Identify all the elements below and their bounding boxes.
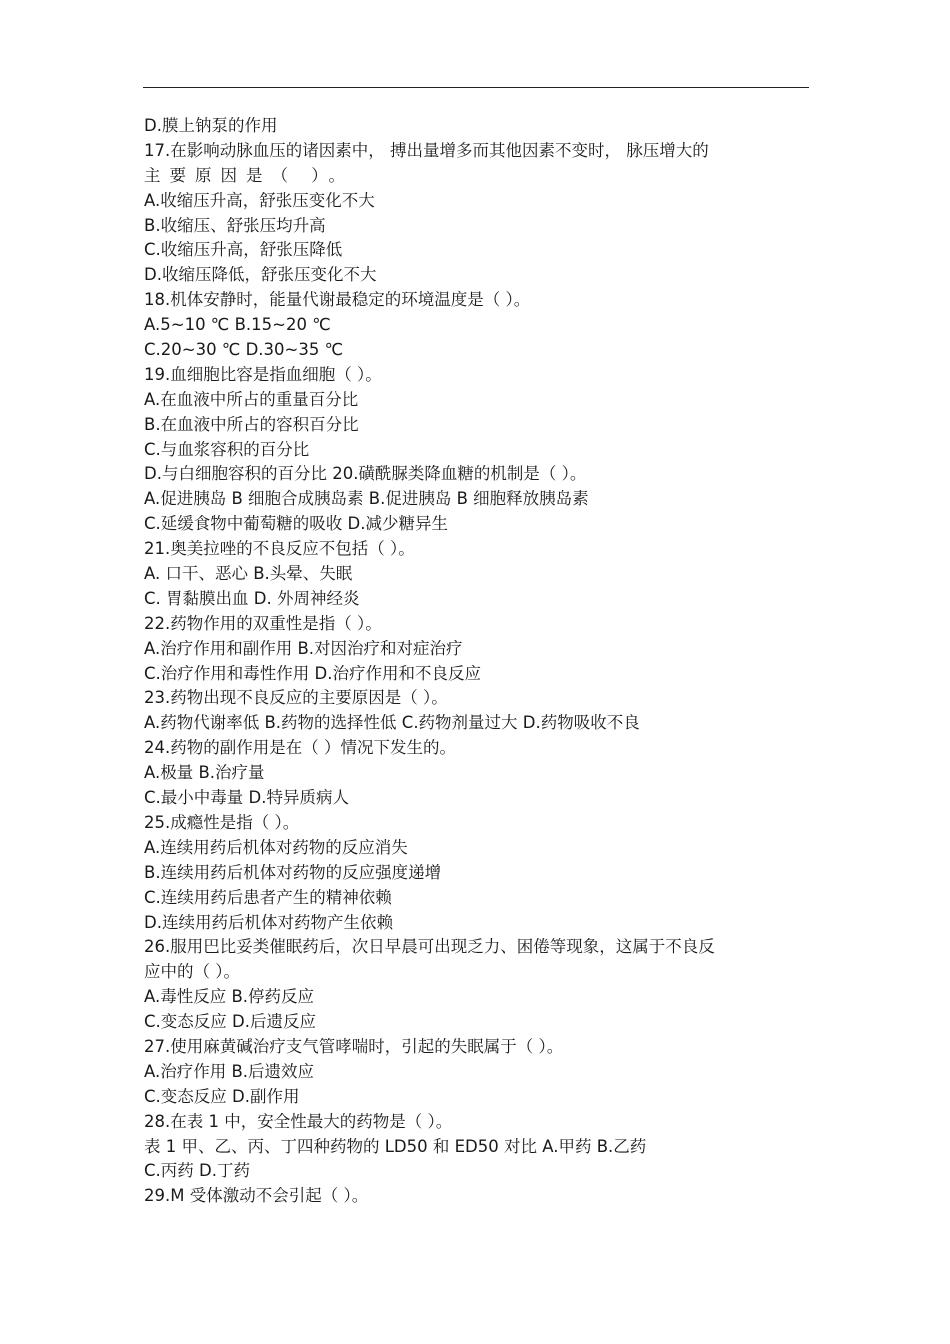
option-line: D.连续用药后机体对药物产生依赖 <box>144 912 393 932</box>
option-line: C.治疗作用和毒性作用 D.治疗作用和不良反应 <box>144 663 481 683</box>
option-line: A.收缩压升高，舒张压变化不大 <box>144 190 375 210</box>
option-line: A.治疗作用 B.后遗效应 <box>144 1061 315 1081</box>
question-22-stem: 22.药物作用的双重性是指（ ）。 <box>144 613 382 633</box>
option-line: D.与白细胞容积的百分比 20.磺酰脲类降血糖的机制是（ ）。 <box>144 464 587 484</box>
option-line: A.促进胰岛 B 细胞合成胰岛素 B.促进胰岛 B 细胞释放胰岛素 <box>144 489 589 509</box>
option-line: A. 口干、恶心 B.头晕、失眠 <box>144 564 353 584</box>
question-17-stem-cont: 主要原因是（ ）。 <box>144 165 354 185</box>
option-line: B.在血液中所占的容积百分比 <box>144 414 359 434</box>
question-19-stem: 19.血细胞比容是指血细胞（ ）。 <box>144 364 382 384</box>
question-28-stem: 28.在表 1 中，安全性最大的药物是（ ）。 <box>144 1111 453 1131</box>
option-line: A.极量 B.治疗量 <box>144 763 265 783</box>
option-line: A.治疗作用和副作用 B.对因治疗和对症治疗 <box>144 638 463 658</box>
header-rule <box>143 87 809 88</box>
option-line: C.20~30 ℃ D.30~35 ℃ <box>144 340 344 360</box>
option-line: C.连续用药后患者产生的精神依赖 <box>144 887 392 907</box>
option-line: A.连续用药后机体对药物的反应消失 <box>144 837 408 857</box>
option-line: C.收缩压升高，舒张压降低 <box>144 240 343 260</box>
table-caption-line: 表 1 甲、乙、丙、丁四种药物的 LD50 和 ED50 对比 A.甲药 B.乙药 <box>144 1136 647 1156</box>
question-26-stem-cont: 应中的（ ）。 <box>144 962 240 982</box>
question-29-stem: 29.M 受体激动不会引起（ ）。 <box>144 1186 369 1206</box>
option-line: B.收缩压、舒张压均升高 <box>144 215 326 235</box>
option-line: A.5~10 ℃ B.15~20 ℃ <box>144 315 331 335</box>
option-line: A.毒性反应 B.停药反应 <box>144 987 315 1007</box>
option-line: A.药物代谢率低 B.药物的选择性低 C.药物剂量过大 D.药物吸收不良 <box>144 713 640 733</box>
option-line: C.延缓食物中葡萄糖的吸收 D.减少糖异生 <box>144 514 448 534</box>
question-24-stem: 24.药物的副作用是在（ ）情况下发生的。 <box>144 738 456 758</box>
option-line: A.在血液中所占的重量百分比 <box>144 389 359 409</box>
option-line: C.变态反应 D.后遗反应 <box>144 1012 316 1032</box>
question-27-stem: 27.使用麻黄碱治疗支气管哮喘时，引起的失眠属于（ ）。 <box>144 1036 564 1056</box>
option-line: D.收缩压降低，舒张压变化不大 <box>144 265 377 285</box>
question-26-stem: 26.服用巴比妥类催眠药后，次日早晨可出现乏力、困倦等现象，这属于不良反 <box>144 937 715 957</box>
document-body <box>144 114 810 1209</box>
question-23-stem: 23.药物出现不良反应的主要原因是（ ）。 <box>144 688 448 708</box>
option-line: C.变态反应 D.副作用 <box>144 1086 300 1106</box>
option-line: B.连续用药后机体对药物的反应强度递增 <box>144 862 442 882</box>
question-18-stem: 18.机体安静时，能量代谢最稳定的环境温度是（ ）。 <box>144 290 531 310</box>
text-line: D.膜上钠泵的作用 <box>144 116 278 135</box>
option-line: C.最小中毒量 D.特异质病人 <box>144 788 349 808</box>
option-line: C.丙药 D.丁药 <box>144 1161 250 1181</box>
question-25-stem: 25.成瘾性是指（ ）。 <box>144 812 300 832</box>
question-21-stem: 21.奥美拉唑的不良反应不包括（ ）。 <box>144 539 415 559</box>
question-17-stem: 17.在影响动脉血压的诸因素中， 搏出量增多而其他因素不变时， 脉压增大的 <box>144 140 709 160</box>
option-line: C. 胃黏膜出血 D. 外周神经炎 <box>144 588 360 608</box>
option-line: C.与血浆容积的百分比 <box>144 439 310 459</box>
